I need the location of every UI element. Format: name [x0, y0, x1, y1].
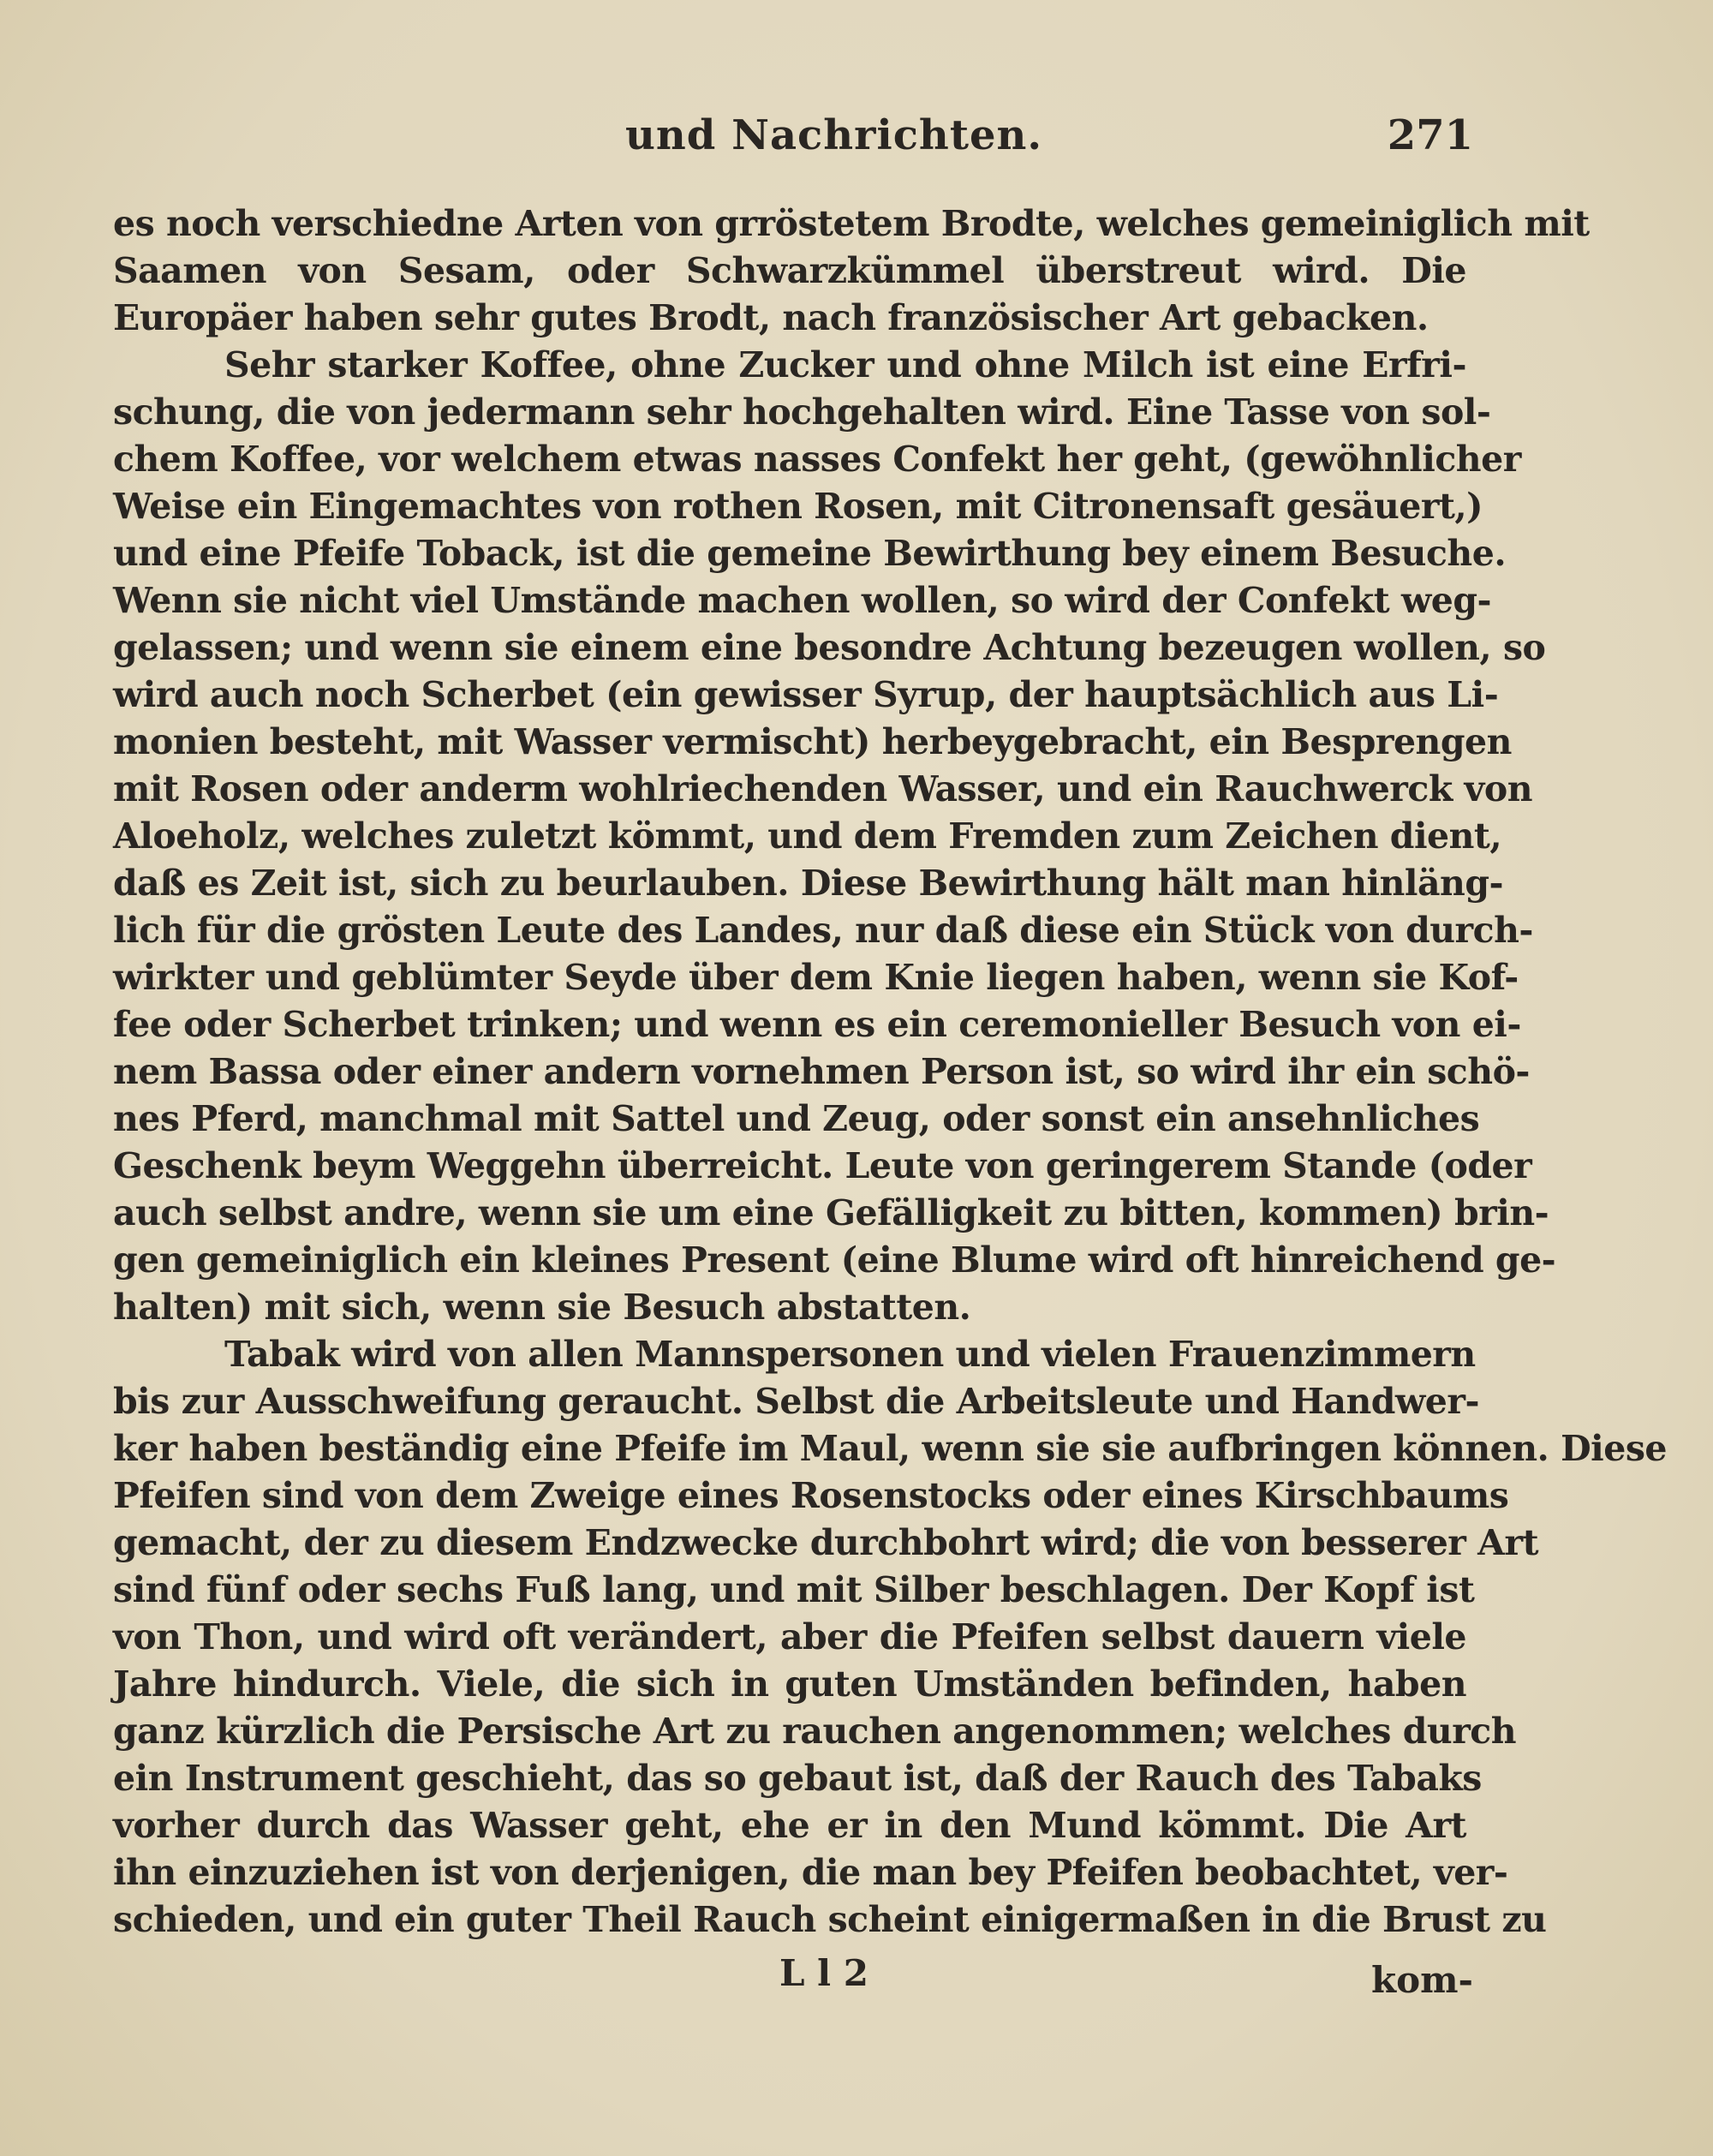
- text-line: nem Bassa oder einer andern vornehmen Person ist, so wird ihr ein schö-: [113, 1051, 1530, 1092]
- text-line: auch selbst andre, wenn sie um eine Gefälligkeit zu bitten, kommen) brin-: [113, 1192, 1549, 1233]
- text-line: fee oder Scherbet trinken; und wenn es ein ceremonieller Besuch von ei-: [113, 1004, 1521, 1045]
- text-line: ganz kürzlich die Persische Art zu rauchen angenommen; welches durch: [113, 1711, 1517, 1752]
- running-title: und Nachrichten.: [625, 111, 1043, 159]
- text-line: schieden, und ein guter Theil Rauch scheint einigermaßen in die Brust zu: [113, 1899, 1547, 1940]
- text-line: chem Koffee, vor welchem etwas nasses Confekt her geht, (gewöhnlicher: [113, 439, 1521, 480]
- catchword: kom-: [1371, 1959, 1473, 2001]
- text-line: halten) mit sich, wenn sie Besuch abstatten.: [113, 1287, 971, 1328]
- text-line: von Thon, und wird oft verändert, aber die Pfeifen selbst dauern viele: [113, 1616, 1466, 1657]
- text-line: schung, die von jedermann sehr hochgehalten wird. Eine Tasse von sol-: [113, 391, 1491, 433]
- text-line: lich für die grösten Leute des Landes, nur daß diese ein Stück von durch-: [113, 910, 1533, 951]
- body-text: [113, 200, 1667, 1944]
- text-line: Aloeholz, welches zuletzt kömmt, und dem Fremden zum Zeichen dient,: [113, 815, 1502, 857]
- text-line: mit Rosen oder anderm wohlriechenden Wasser, und ein Rauchwerck von: [113, 768, 1533, 809]
- text-line: Europäer haben sehr gutes Brodt, nach französischer Art gebacken.: [113, 297, 1429, 338]
- text-line: Pfeifen sind von dem Zweige eines Rosenstocks oder eines Kirschbaums: [113, 1475, 1509, 1516]
- text-line: Sehr starker Koffee, ohne Zucker und ohne Milch ist eine Erfri-: [224, 344, 1466, 385]
- text-line: wird auch noch Scherbet (ein gewisser Syrup, der hauptsächlich aus Li-: [113, 674, 1499, 715]
- text-line: Weise ein Eingemachtes von rothen Rosen, mit Citronensaft gesäuert,): [113, 486, 1483, 527]
- page-number: 271: [1387, 111, 1473, 159]
- text-line: ihn einzuziehen ist von derjenigen, die man bey Pfeifen beobachtet, ver-: [113, 1852, 1508, 1893]
- text-line: ker haben beständig eine Pfeife im Maul, wenn sie sie aufbringen können. Diese: [113, 1428, 1667, 1469]
- text-line: gen gemeiniglich ein kleines Present (eine Blume wird oft hinreichend ge-: [113, 1239, 1556, 1281]
- text-line: und eine Pfeife Toback, ist die gemeine Bewirthung bey einem Besuche.: [113, 533, 1507, 574]
- page-footer: [111, 1953, 1473, 2013]
- text-line: gemacht, der zu diesem Endzwecke durchbohrt wird; die von besserer Art: [113, 1522, 1539, 1563]
- text-line: nes Pferd, manchmal mit Sattel und Zeug, oder sonst ein ansehnliches: [113, 1098, 1480, 1139]
- text-line: monien besteht, mit Wasser vermischt) herbeygebracht, ein Besprengen: [113, 721, 1512, 762]
- text-line: daß es Zeit ist, sich zu beurlauben. Diese Bewirthung hält man hinläng-: [113, 863, 1504, 904]
- text-line: Saamen von Sesam, oder Schwarzkümmel überstreut wird. Die: [113, 250, 1466, 291]
- text-line: gelassen; und wenn sie einem eine besondre Achtung bezeugen wollen, so: [113, 627, 1546, 668]
- text-line: Geschenk beym Weggehn überreicht. Leute von geringerem Stande (oder: [113, 1145, 1532, 1186]
- signature-mark: L l 2: [779, 1952, 868, 1994]
- text-line: Jahre hindurch. Viele, die sich in guten Umständen befinden, haben: [113, 1663, 1466, 1705]
- text-line: es noch verschiedne Arten von grröstetem Brodte, welches gemeiniglich mit: [113, 203, 1590, 244]
- page-header: [111, 111, 1473, 171]
- text-line: Wenn sie nicht viel Umstände machen wollen, so wird der Confekt weg-: [113, 580, 1492, 621]
- text-line: Tabak wird von allen Mannspersonen und vielen Frauenzimmern: [224, 1334, 1476, 1375]
- text-line: bis zur Ausschweifung geraucht. Selbst die Arbeitsleute und Handwer-: [113, 1381, 1479, 1422]
- text-line: ein Instrument geschieht, das so gebaut ist, daß der Rauch des Tabaks: [113, 1758, 1482, 1799]
- text-line: sind fünf oder sechs Fuß lang, und mit Silber beschlagen. Der Kopf ist: [113, 1569, 1475, 1610]
- text-line: vorher durch das Wasser geht, ehe er in den Mund kömmt. Die Art: [113, 1805, 1466, 1846]
- text-line: wirkter und geblümter Seyde über dem Knie liegen haben, wenn sie Kof-: [113, 957, 1519, 998]
